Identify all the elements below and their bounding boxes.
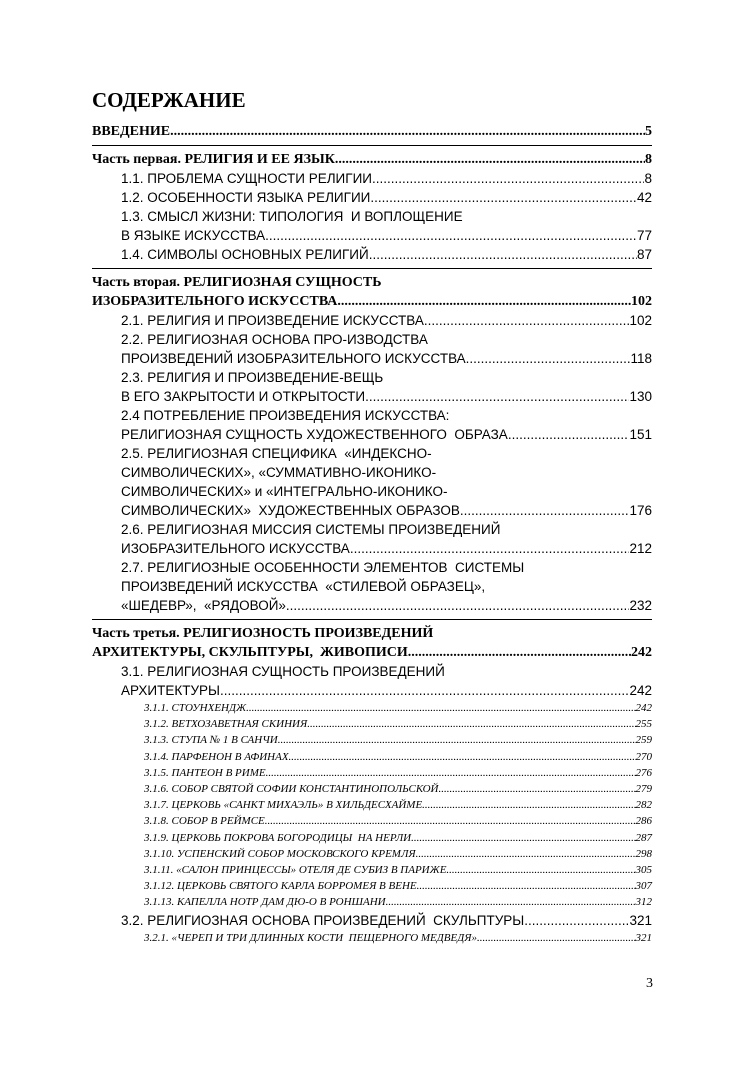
- toc-subentry: [92, 878, 652, 894]
- dot-leader: [416, 846, 636, 862]
- toc-entry: [92, 169, 652, 188]
- part-title: РЕЛИГИЯ И ЕЕ ЯЗЫК: [184, 152, 335, 167]
- part-title-line-1: РЕЛИГИОЗНОСТЬ ПРОИЗВЕДЕНИЙ: [183, 626, 434, 641]
- toc-entry-label: ПРОИЗВЕДЕНИЙ ИЗОБРАЗИТЕЛЬНОГО ИСКУССТВА: [121, 351, 466, 366]
- toc-page-number: 298: [635, 847, 652, 860]
- dot-leader: [307, 716, 635, 732]
- toc-entry-line: 2.5. РЕЛИГИОЗНАЯ СПЕЦИФИКА «ИНДЕКСНО-: [121, 446, 432, 461]
- toc-part-2-heading: [92, 273, 652, 292]
- dot-leader: [477, 930, 636, 946]
- section-divider: [92, 619, 652, 620]
- toc-page-number: 102: [631, 294, 652, 309]
- dot-leader: [386, 894, 636, 910]
- toc-subentry: [92, 700, 652, 716]
- toc-entry-label: «ШЕДЕВР», «РЯДОВОЙ»: [121, 598, 286, 613]
- dot-leader: [265, 226, 637, 245]
- toc-page-number: 312: [635, 896, 652, 909]
- toc-page-number: 8: [644, 171, 652, 186]
- toc-entry: [92, 188, 652, 207]
- toc-entry: [92, 226, 652, 245]
- toc-subentry: [92, 862, 652, 878]
- toc-page-number: 77: [636, 228, 652, 243]
- toc-page-number: 87: [636, 247, 652, 262]
- dot-leader: [508, 425, 630, 444]
- toc-subentry: [92, 797, 652, 813]
- toc-page-number: 279: [635, 783, 652, 796]
- toc-entry-label: 3.1.10. УСПЕНСКИЙ СОБОР МОСКОВСКОГО КРЕМЛЯ: [144, 847, 416, 860]
- dot-leader: [335, 150, 645, 169]
- toc-entry: [92, 387, 652, 406]
- dot-leader: [170, 122, 645, 141]
- dot-leader: [417, 878, 636, 894]
- toc-entry-line: СИМВОЛИЧЕСКИХ» и «ИНТЕГРАЛЬНО-ИКОНИКО-: [121, 484, 448, 499]
- toc-page-number: 232: [629, 598, 652, 613]
- toc-entry-label: 3.1.3. СТУПА № 1 В САНЧИ: [144, 734, 278, 747]
- toc-entry-label: 3.1.12. ЦЕРКОВЬ СВЯТОГО КАРЛА БОРРОМЕЯ В ВЕНЕ: [144, 880, 417, 893]
- part-3-section-2: [92, 911, 652, 930]
- toc-entry-line: 2.2. РЕЛИГИОЗНАЯ ОСНОВА ПРО-ИЗВОДСТВА: [121, 332, 428, 347]
- toc-entry-label: 3.1.9. ЦЕРКОВЬ ПОКРОВА БОГОРОДИЦЫ НА НЕРЛИ: [144, 831, 412, 844]
- part-title-line-2: ИЗОБРАЗИТЕЛЬНОГО ИСКУССТВА: [92, 294, 338, 309]
- toc-page-number: 118: [630, 351, 652, 366]
- toc-entry: [92, 349, 652, 368]
- dot-leader: [278, 732, 636, 748]
- toc-entry-label: ВВЕДЕНИЕ: [92, 124, 171, 139]
- toc-part-1: [92, 150, 652, 169]
- toc-entry-label: 3.1.2. ВЕТХОЗАВЕТНАЯ СКИНИЯ: [144, 718, 308, 731]
- toc-entry: [92, 245, 652, 264]
- toc-entry: [92, 501, 652, 520]
- dot-leader: [422, 797, 635, 813]
- part-3-section-1-subsections: [92, 700, 652, 911]
- toc-page-number: 255: [635, 718, 652, 731]
- toc-page-number: 102: [629, 313, 652, 328]
- toc-entry-label: 1.2. ОСОБЕННОСТИ ЯЗЫКА РЕЛИГИИ: [121, 190, 371, 205]
- dot-leader: [265, 813, 636, 829]
- toc-entry-introduction: [92, 122, 652, 141]
- toc-part-3-heading: [92, 624, 652, 643]
- toc-entry: [92, 911, 652, 930]
- part-label: Часть вторая.: [92, 275, 181, 290]
- dot-leader: [266, 765, 636, 781]
- toc-page-number: 212: [629, 541, 652, 556]
- toc-page-number: 282: [635, 799, 652, 812]
- toc-subentry: [92, 765, 652, 781]
- page-title: СОДЕРЖАНИЕ: [92, 88, 246, 112]
- section-divider: [92, 145, 652, 146]
- toc-entry-label: В ЯЗЫКЕ ИСКУССТВА: [121, 228, 266, 243]
- dot-leader: [369, 245, 637, 264]
- toc-page-number: 242: [629, 683, 652, 698]
- toc-part-3: [92, 643, 652, 662]
- table-of-contents: [92, 88, 652, 946]
- dot-leader: [460, 501, 630, 520]
- toc-page-number: 270: [635, 750, 652, 763]
- dot-leader: [524, 911, 629, 930]
- section-divider: [92, 268, 652, 269]
- toc-entry-line: 3.1. РЕЛИГИОЗНАЯ СУЩНОСТЬ ПРОИЗВЕДЕНИЙ: [121, 664, 445, 679]
- toc-entry-label: 3.1.11. «САЛОН ПРИНЦЕССЫ» ОТЕЛЯ ДЕ СУБИЗ В ПАРИЖЕ: [144, 864, 447, 877]
- toc-entry-line: ПРОИЗВЕДЕНИЙ ИСКУССТВА «СТИЛЕВОЙ ОБРАЗЕЦ»,: [121, 579, 486, 594]
- toc-subentry: [92, 749, 652, 765]
- part-title-line-1: РЕЛИГИОЗНАЯ СУЩНОСТЬ: [183, 275, 382, 290]
- toc-page-number: 276: [635, 766, 652, 779]
- toc-entry-label: 1.1. ПРОБЛЕМА СУЩНОСТИ РЕЛИГИИ: [121, 171, 372, 186]
- page-number: 3: [646, 976, 653, 991]
- toc-entry-label: 3.1.13. КАПЕЛЛА НОТР ДАМ ДЮ-О В РОНШАНИ: [144, 896, 386, 909]
- toc-entry-label: 1.4. СИМВОЛЫ ОСНОВНЫХ РЕЛИГИЙ: [121, 247, 369, 262]
- toc-page-number: 130: [629, 389, 652, 404]
- part-title-line-2: АРХИТЕКТУРЫ, СКУЛЬПТУРЫ, ЖИВОПИСИ: [92, 645, 408, 660]
- part-label: Часть первая.: [92, 152, 181, 167]
- toc-page-number: 151: [629, 427, 652, 442]
- toc-page-number: 8: [645, 152, 652, 167]
- toc-page-number: 287: [635, 831, 652, 844]
- toc-subentry: [92, 846, 652, 862]
- dot-leader: [466, 349, 631, 368]
- toc-page-number: 286: [635, 815, 652, 828]
- part-label: Часть третья.: [92, 626, 180, 641]
- toc-entry-label: 2.1. РЕЛИГИЯ И ПРОИЗВЕДЕНИЕ ИСКУССТВА: [121, 313, 424, 328]
- dot-leader: [289, 749, 636, 765]
- toc-page-number: 321: [629, 912, 652, 928]
- toc-entry-label: 3.2.1. «ЧЕРЕП И ТРИ ДЛИННЫХ КОСТИ ПЕЩЕРНОГО МЕДВЕДЯ»: [144, 931, 477, 944]
- toc-entry: [92, 596, 652, 615]
- toc-entry-label: 3.1.1. СТОУНХЕНДЖ: [144, 702, 247, 714]
- toc-entry: [92, 681, 652, 700]
- toc-entry: [92, 311, 652, 330]
- dot-leader: [365, 387, 629, 406]
- toc-entry: [92, 539, 652, 558]
- toc-entry-line: 2.7. РЕЛИГИОЗНЫЕ ОСОБЕННОСТИ ЭЛЕМЕНТОВ СИСТЕМЫ: [121, 560, 525, 575]
- toc-page-number: 321: [635, 931, 652, 944]
- dot-leader: [350, 539, 630, 558]
- toc-entry-label: 3.1.7. ЦЕРКОВЬ «САНКТ МИХАЭЛЬ» В ХИЛЬДЕСХАЙМЕ: [144, 799, 423, 812]
- toc-entry-line: СИМВОЛИЧЕСКИХ», «СУММАТИВНО-ИКОНИКО-: [121, 465, 437, 480]
- dot-leader: [246, 700, 635, 716]
- toc-subentry: [92, 930, 652, 946]
- dot-leader: [408, 643, 631, 662]
- part-1-sections: [92, 169, 652, 264]
- toc-entry-label: СИМВОЛИЧЕСКИХ» ХУДОЖЕСТВЕННЫХ ОБРАЗОВ: [121, 503, 460, 518]
- toc-page-number: 176: [629, 503, 652, 518]
- toc-page-number: 259: [635, 734, 652, 747]
- toc-page-number: 42: [636, 190, 652, 205]
- toc-page-number: 5: [645, 124, 652, 139]
- toc-entry-label: 3.1.4. ПАРФЕНОН В АФИНАХ: [144, 750, 289, 763]
- dot-leader: [446, 862, 635, 878]
- toc-entry-line: 2.6. РЕЛИГИОЗНАЯ МИССИЯ СИСТЕМЫ ПРОИЗВЕДЕНИЙ: [121, 522, 501, 537]
- dot-leader: [439, 781, 636, 797]
- dot-leader: [424, 311, 630, 330]
- toc-entry-label: АРХИТЕКТУРЫ: [121, 683, 221, 698]
- dot-leader: [286, 596, 630, 615]
- toc-subentry: [92, 830, 652, 846]
- part-3-section-1: [92, 662, 652, 700]
- toc-page-number: 242: [635, 702, 652, 714]
- dot-leader: [372, 169, 645, 188]
- toc-entry: [92, 425, 652, 444]
- toc-entry-line: 2.4 ПОТРЕБЛЕНИЕ ПРОИЗВЕДЕНИЯ ИСКУССТВА:: [121, 408, 450, 423]
- toc-entry-label: 3.2. РЕЛИГИОЗНАЯ ОСНОВА ПРОИЗВЕДЕНИЙ СКУЛЬПТУРЫ: [121, 912, 525, 928]
- toc-entry-line: 1.3. СМЫСЛ ЖИЗНИ: ТИПОЛОГИЯ И ВОПЛОЩЕНИЕ: [121, 209, 463, 224]
- toc-page-number: 305: [635, 864, 652, 877]
- toc-subentry: [92, 716, 652, 732]
- toc-entry-line: 2.3. РЕЛИГИЯ И ПРОИЗВЕДЕНИЕ-ВЕЩЬ: [121, 370, 384, 385]
- dot-leader: [411, 830, 635, 846]
- toc-entry-label: 3.1.6. СОБОР СВЯТОЙ СОФИИ КОНСТАНТИНОПОЛЬСКОЙ: [144, 783, 439, 796]
- toc-subentry: [92, 781, 652, 797]
- toc-entry-label: ИЗОБРАЗИТЕЛЬНОГО ИСКУССТВА: [121, 541, 350, 556]
- toc-subentry: [92, 894, 652, 910]
- dot-leader: [337, 292, 631, 311]
- toc-subentry: [92, 732, 652, 748]
- toc-entry-label: В ЕГО ЗАКРЫТОСТИ И ОТКРЫТОСТИ: [121, 389, 366, 404]
- toc-part-2: [92, 292, 652, 311]
- dot-leader: [370, 188, 637, 207]
- toc-entry-label: 3.1.5. ПАНТЕОН В РИМЕ: [144, 766, 266, 779]
- toc-page-number: 242: [631, 645, 652, 660]
- part-2-sections: [92, 311, 652, 615]
- toc-entry-label: РЕЛИГИОЗНАЯ СУЩНОСТЬ ХУДОЖЕСТВЕННОГО ОБРАЗА: [121, 427, 508, 442]
- toc-entry-label: 3.1.8. СОБОР В РЕЙМСЕ: [144, 815, 265, 828]
- dot-leader: [220, 681, 629, 700]
- toc-page-number: 307: [635, 880, 652, 893]
- part-3-section-2-subsections: [92, 930, 652, 946]
- toc-subentry: [92, 813, 652, 829]
